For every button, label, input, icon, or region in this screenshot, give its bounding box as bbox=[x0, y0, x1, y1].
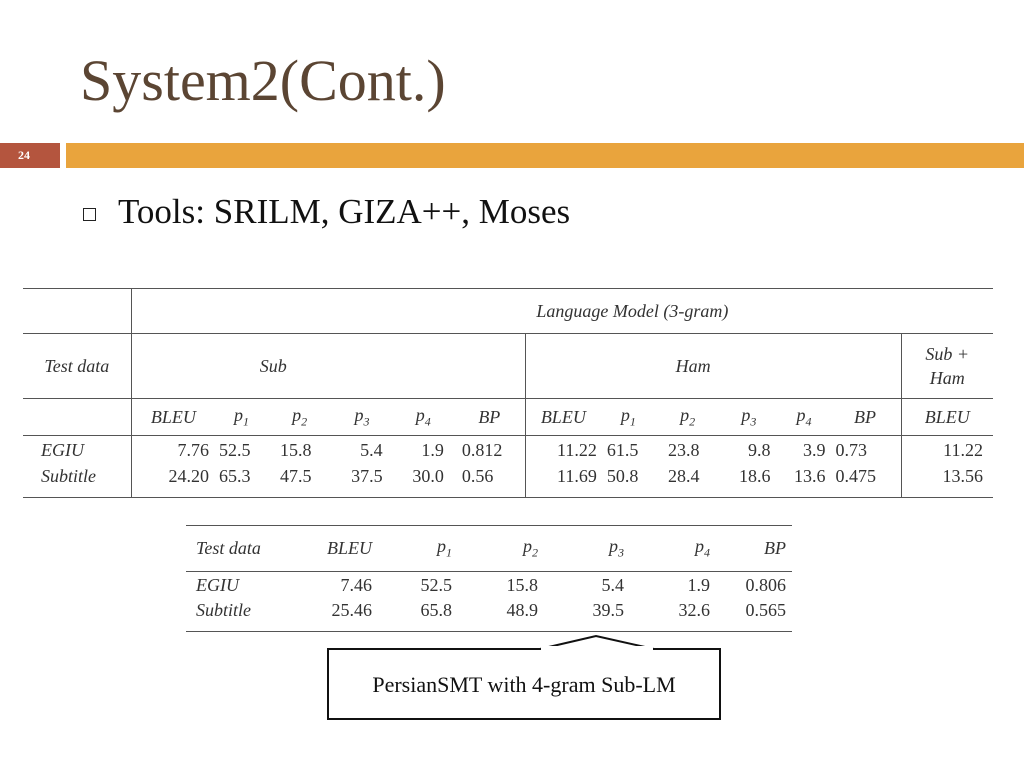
slide-number: 24 bbox=[18, 148, 30, 162]
col-p2: $p_2$ bbox=[523, 536, 538, 560]
cell: 30.0 bbox=[412, 465, 444, 486]
table-row bbox=[186, 572, 792, 600]
cell: 0.475 bbox=[830, 466, 901, 498]
col-p2: $p_2$ bbox=[292, 404, 308, 429]
cell: 1.9 bbox=[687, 575, 710, 596]
row-label: Subtitle bbox=[196, 599, 251, 620]
cell: 48.9 bbox=[506, 599, 538, 620]
col-p1: $p_1$ bbox=[437, 536, 452, 560]
cell: 65.3 bbox=[218, 465, 251, 486]
cell: 11.69 bbox=[557, 465, 597, 486]
cell: 13.56 bbox=[942, 465, 983, 486]
cell: 15.8 bbox=[280, 440, 312, 461]
cell: 39.5 bbox=[592, 599, 624, 620]
bullet-text: Tools: SRILM, GIZA++, Moses bbox=[118, 192, 571, 231]
col-bleu: BLEU bbox=[924, 406, 970, 427]
callout-pointer-mask bbox=[541, 646, 653, 652]
callout-note: PersianSMT with 4-gram Sub-LM bbox=[327, 648, 721, 720]
cell: 13.6 bbox=[794, 465, 826, 486]
cell: 24.20 bbox=[168, 465, 209, 486]
cell: 11.22 bbox=[557, 440, 597, 461]
cell: 0.812 bbox=[454, 436, 525, 466]
table-row bbox=[23, 436, 993, 466]
cell: 61.5 bbox=[606, 440, 639, 461]
slide-number-bar bbox=[0, 143, 60, 168]
col-p1: $p_1$ bbox=[620, 404, 636, 429]
cell: 52.5 bbox=[420, 575, 452, 596]
cell: 5.4 bbox=[601, 575, 624, 596]
bullet-square-icon bbox=[83, 208, 96, 221]
cell: 15.8 bbox=[506, 575, 538, 596]
col-p1: $p_1$ bbox=[233, 404, 249, 429]
cell: 25.46 bbox=[331, 599, 372, 620]
cell: 0.56 bbox=[454, 466, 525, 498]
cell: 37.5 bbox=[351, 465, 383, 486]
col-p3: $p_3$ bbox=[354, 404, 370, 429]
cell: 0.73 bbox=[830, 436, 901, 466]
cell: 28.4 bbox=[667, 465, 700, 486]
row-label: EGIU bbox=[23, 436, 131, 466]
table-row bbox=[186, 600, 792, 632]
group-sub-ham: Sub + Ham bbox=[925, 344, 970, 388]
col-p4: $p_4$ bbox=[415, 404, 431, 429]
cell: 0.806 bbox=[745, 575, 786, 596]
slide-title: System2(Cont.) bbox=[80, 48, 446, 113]
col-p2: $p_2$ bbox=[680, 404, 696, 429]
cell: 47.5 bbox=[280, 465, 312, 486]
cell: 7.76 bbox=[177, 440, 209, 461]
cell: 7.46 bbox=[340, 575, 372, 596]
col-p4: $p_4$ bbox=[695, 536, 710, 560]
cell: 52.5 bbox=[218, 440, 251, 461]
cell: 1.9 bbox=[421, 440, 444, 461]
cell: 0.565 bbox=[745, 599, 786, 620]
col-bleu: BLEU bbox=[540, 406, 586, 427]
row-label: EGIU bbox=[196, 575, 239, 596]
col-bp: BP bbox=[830, 399, 901, 436]
row-header-test-data: Test data bbox=[23, 334, 131, 399]
cell: 3.9 bbox=[803, 440, 826, 461]
col-p4: $p_4$ bbox=[796, 404, 812, 429]
cell: 18.6 bbox=[738, 465, 771, 486]
col-bleu: BLEU bbox=[150, 406, 196, 427]
results-table-4gram bbox=[186, 525, 792, 632]
col-bp: BP bbox=[454, 399, 525, 436]
col-bp: BP bbox=[764, 538, 786, 558]
row-label: Subtitle bbox=[23, 466, 131, 498]
cell: 11.22 bbox=[943, 440, 983, 461]
col-p3: $p_3$ bbox=[609, 536, 624, 560]
table-row bbox=[23, 466, 993, 498]
col-test-data: Test data bbox=[196, 538, 261, 558]
col-p3: $p_3$ bbox=[741, 404, 757, 429]
cell: 5.4 bbox=[360, 440, 383, 461]
corner-cell bbox=[23, 289, 131, 334]
group-ham: Ham bbox=[525, 334, 901, 399]
accent-bar bbox=[66, 143, 1024, 168]
col-bleu: BLEU bbox=[327, 538, 372, 558]
cell: 23.8 bbox=[667, 440, 700, 461]
cell: 50.8 bbox=[606, 465, 639, 486]
cell: 32.6 bbox=[678, 599, 710, 620]
cell: 9.8 bbox=[747, 440, 771, 461]
group-sub: Sub bbox=[131, 334, 525, 399]
table1-caption: Language Model (3-gram) bbox=[536, 300, 729, 321]
cell: 65.8 bbox=[420, 599, 452, 620]
results-table-3gram bbox=[23, 288, 993, 498]
